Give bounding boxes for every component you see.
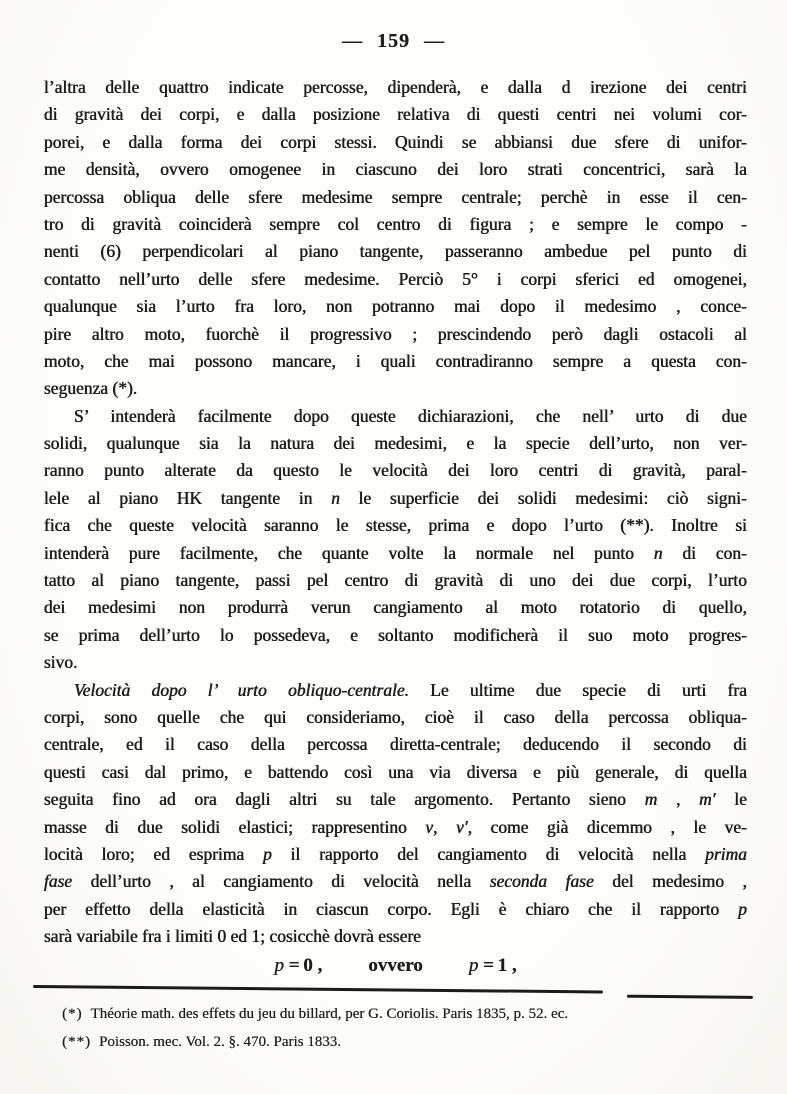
text-line: intenderà pure facilmente, che quante volte la normale nel punto n di con-	[44, 542, 747, 563]
text-line: locità loro; ed esprima p il rapporto del cangiamento di velocità nella prima	[44, 843, 747, 864]
footnote-text: Poisson. mec. Vol. 2. §. 470. Paris 1833.	[99, 1033, 341, 1050]
text-line: masse di due solidi elastici; rappresentino v, v′, come già dicemmo , le ve-	[44, 816, 747, 837]
text-line: fase dell’urto , al cangiamento di velocità nella seconda fase del medesimo ,	[44, 871, 747, 892]
text-line: di gravità dei corpi, e dalla posizione relativa di questi centri nei volumi cor-	[44, 104, 747, 125]
equation-left: p = 0 ,	[274, 955, 323, 976]
equation	[44, 951, 747, 981]
text-line: contatto nell’urto delle sfere medesime. Perciò 5° i corpi sferici ed omogenei,	[44, 268, 747, 289]
text-line: moto, che mai possono mancare, i quali contradiranno sempre a questa con-	[44, 350, 747, 371]
text-line: seguita fino ad ora dagli altri su tale argomento. Pertanto sieno m , m′ le	[44, 789, 747, 810]
text-line: l’altra delle quattro indicate percosse, dipenderà, e dalla d irezione dei centri	[44, 77, 747, 97]
text-line: tro di gravità coinciderà sempre col centro di figura ; e sempre le compo -	[44, 213, 747, 234]
footnote-rule	[33, 985, 757, 998]
rule-segment	[627, 995, 753, 999]
text-line: se prima dell’urto lo possedeva, e soltanto modificherà il suo moto progres-	[44, 624, 747, 645]
text-line: Velocità dopo l’ urto obliquo-centrale. Le ultime due specie di urti fra	[74, 679, 747, 700]
footnote-marker: (**)	[62, 1033, 91, 1050]
text-line: tatto al piano tangente, passi pel centro di gravità di uno dei due corpi, l’urto	[44, 570, 747, 591]
footnotes	[62, 1001, 754, 1056]
text-line: dei medesimi non produrrà verun cangiamento al moto rotatorio di quello,	[44, 597, 747, 618]
text-line: pire altro moto, fuorchè il progressivo ; prescindendo però dagli ostacoli al	[44, 323, 747, 344]
text-line: porei, e dalla forma dei corpi stessi. Quindi se abbiansi due sfere di unifor-	[44, 131, 747, 152]
text-line: me densità, ovvero omogenee in ciascuno dei loro strati concentrici, sarà la	[44, 159, 747, 180]
text-line: S’ intenderà facilmente dopo queste dichiarazioni, che nell’ urto di due	[74, 405, 747, 426]
text-line: sarà variabile fra i limiti 0 ed 1; cosicchè dovrà essere	[44, 926, 422, 947]
text-line: solidi, qualunque sia la natura dei medesimi, e la specie dell’urto, non ver-	[44, 433, 747, 454]
footnote-marker: (*)	[62, 1006, 83, 1022]
equation-right: p = 1 ,	[468, 955, 517, 976]
footnote	[62, 1001, 754, 1029]
text-line: nenti (6) perpendicolari al piano tangente, passeranno ambedue pel punto di	[44, 241, 747, 262]
body-text	[44, 74, 747, 951]
text-line: questi casi dal primo, e battendo così una via diversa e più generale, di quella	[44, 761, 747, 782]
text-line: fica che queste velocità saranno le stesse, prima e dopo l’urto (**). Inoltre si	[44, 515, 747, 536]
text-line: lele al piano HK tangente in n le superficie dei solidi medesimi: ciò signi-	[44, 487, 747, 508]
text-line: seguenza (*).	[44, 378, 138, 399]
footnote	[62, 1029, 754, 1057]
text-line: sivo.	[44, 652, 78, 673]
page-number: — 159 —	[342, 30, 445, 52]
text-line: corpi, sono quelle che qui consideriamo, cioè il caso della percossa obliqua-	[44, 706, 747, 727]
text-line: ranno punto alterate da questo le velocità dei loro centri di gravità, paral-	[44, 460, 747, 481]
text-line: centrale, ed il caso della percossa diretta-centrale; deducendo il secondo di	[44, 734, 747, 755]
rule-segment	[33, 985, 603, 993]
text-line: percossa obliqua delle sfere medesime sempre centrale; perchè in esse il cen-	[44, 186, 747, 207]
equation-connector: ovvero	[368, 955, 423, 976]
text-line: qualunque sia l’urto fra loro, non potranno mai dopo il medesimo , conce-	[44, 296, 747, 317]
footnote-text: Théorie math. des effets du jeu du billard, per G. Coriolis. Paris 1835, p. 52. ec.	[90, 1006, 569, 1022]
text-line: per effetto della elasticità in ciascun corpo. Egli è chiaro che il rapporto p	[44, 898, 747, 919]
